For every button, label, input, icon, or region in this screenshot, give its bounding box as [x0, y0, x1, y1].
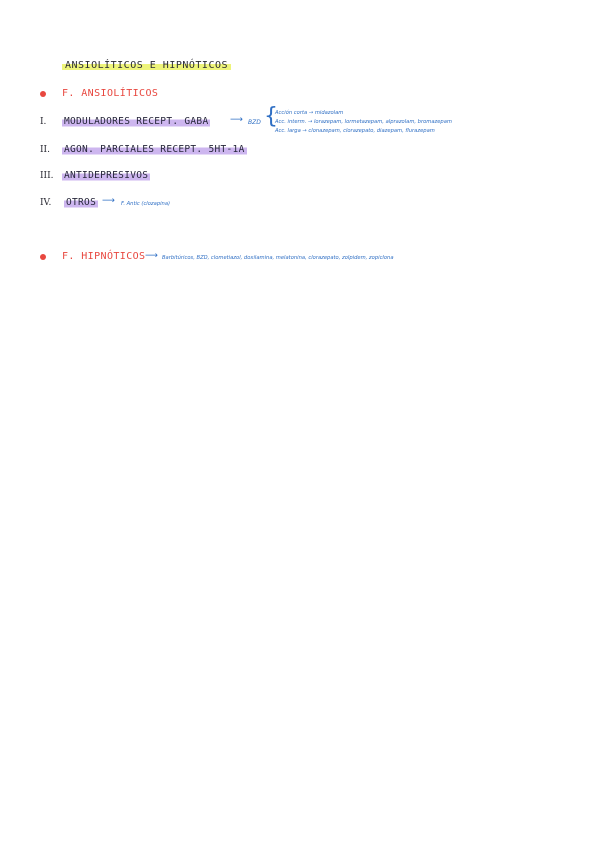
- bzd-subitem-interm: Acc. interm. → lorazepam, lormetazepam, alprazolam, bromazepam: [275, 119, 452, 125]
- bullet-hipnoticos: [40, 254, 46, 260]
- item-label-antidepresivos: ANTIDEPRESIVOS: [64, 170, 149, 181]
- arrow-otros: ⟶: [102, 196, 115, 206]
- item-label-otros: OTROS: [66, 197, 97, 208]
- arrow-hipnoticos: ⟶: [145, 251, 158, 261]
- item-label-5ht1a: AGON. PARCIALES RECEPT. 5HT-1A: [64, 144, 245, 155]
- item-numeral-3: III.: [40, 171, 54, 181]
- otros-note: F. Antic (clozapina): [121, 201, 171, 207]
- item-label-gaba: MODULADORES RECEPT. GABA: [64, 116, 209, 127]
- item-numeral-4: IV.: [40, 198, 52, 208]
- item-numeral-1: I.: [40, 117, 47, 127]
- bzd-subitem-long: Acc. larga → clonazepam, clorazepato, diazepam, flurazepam: [275, 128, 435, 134]
- hipnoticos-heading: F. HIPNÓTICOS: [62, 251, 146, 262]
- bzd-brace: {: [264, 104, 278, 129]
- item-numeral-2: II.: [40, 145, 50, 155]
- bzd-label: BZD: [248, 119, 261, 126]
- bullet-ansioliticos: [40, 91, 46, 97]
- hipnoticos-note: Barbitúricos, BZD, clometiazol, doxilamina, melatonina, clorazepato, zolpidem, zopiclona: [162, 255, 394, 261]
- ansioliticos-heading: F. ANSIOLÍTICOS: [62, 88, 159, 99]
- bzd-subitem-short: Acción corta → midazolam: [275, 110, 344, 116]
- arrow-gaba: ⟶: [230, 115, 243, 125]
- page-title: ANSIOLÍTICOS E HIPNÓTICOS: [62, 60, 231, 71]
